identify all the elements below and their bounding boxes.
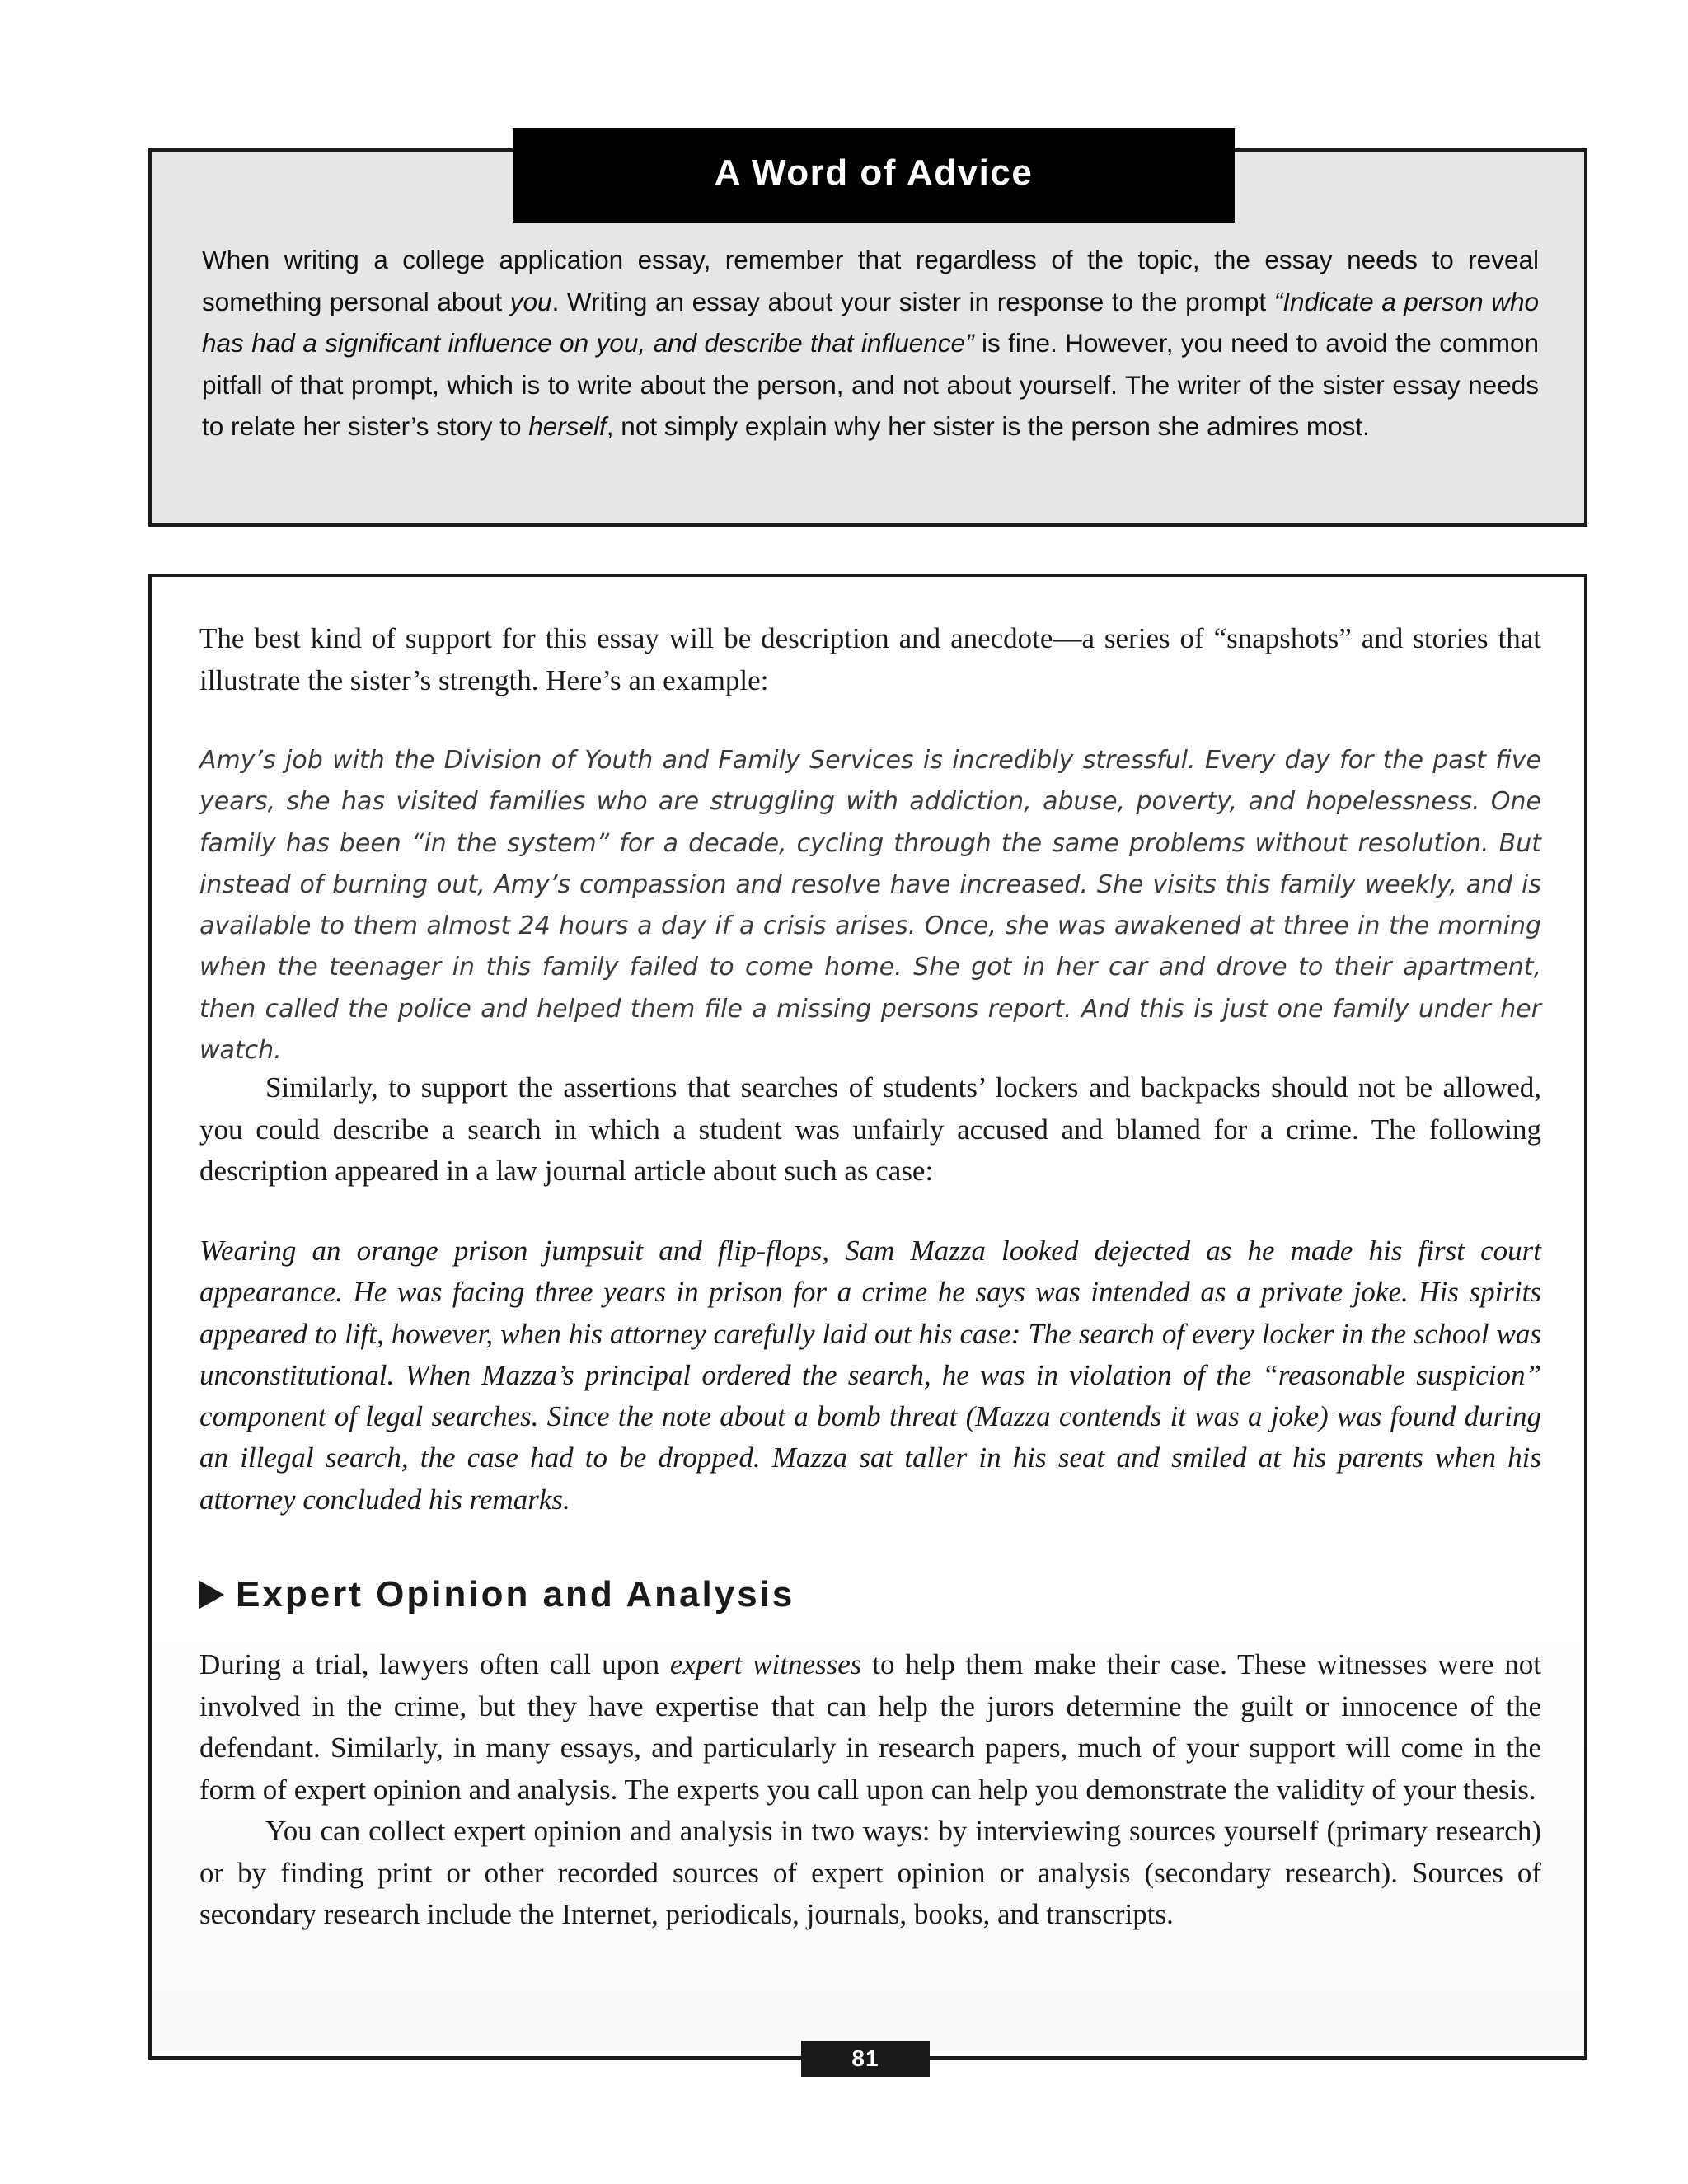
research-methods-paragraph: You can collect expert opinion and analysis in two ways: by interviewing sources yourself (primary research) or by finding print or other recorded sources of expert opinion or analysis (secondary research). Sources of secondary research include the Internet, periodicals, journals, books, and transcripts. xyxy=(199,1815,1541,1930)
advice-text-part: . Writing an essay about your sister in response to the prompt xyxy=(551,286,1274,316)
advice-emphasis-herself: herself xyxy=(528,411,607,441)
advice-emphasis-you: you xyxy=(509,286,552,316)
intro-paragraph: The best kind of support for this essay will be description and anecdote—a series of “snapshots” and stories that illustrate the sister’s strength. Here’s an example: xyxy=(199,622,1541,696)
sister-example-paragraph: Amy’s job with the Division of Youth and Family Services is incredibly stressful. Every day for the past five years, she has visited families who are struggling with addiction, abuse, poverty, and hopelessness. One family has been “in the system” for a decade, cycling through the same problems without resolution. But instead of burning out, Amy’s compassion and resolve have increased. She visits this family weekly, and is available to them almost 24 hours a day if a crisis arises. Once, she was awakened at three in the morning when the teenager in this family failed to come home. She got in her car and drove to their apartment, then called the police and helped them file a missing persons report. And this is just one family under her watch. xyxy=(199,746,1541,1066)
section-title: Expert Opinion and Analysis xyxy=(236,1574,795,1615)
page-number: 81 xyxy=(801,2041,930,2077)
advice-title: A Word of Advice xyxy=(513,128,1235,223)
advice-text-part: is fine. However, you need to avoid the common pitfall of that prompt, which is to write about the person, and not about yourself. The writer of the sister essay needs to relate her sister’s story to xyxy=(202,328,1539,441)
locker-search-paragraph: Similarly, to support the assertions that searches of students’ lockers and backpacks should not be allowed, you could describe a search in which a student was unfairly accused and blamed for a crime. The following description appeared in a law journal article about such as case: xyxy=(199,1071,1541,1187)
advice-text xyxy=(202,239,1539,448)
law-journal-quote: Wearing an orange prison jumpsuit and flip-flops, Sam Mazza looked dejected as he made his first court appearance. He was facing three years in prison for a crime he says was intended as a private joke. His spirits appeared to lift, however, when his attorney carefully laid out his case: The search of every locker in the school was unconstitutional. When Mazza’s principal ordered the search, he was in violation of the “reasonable suspicion” component of legal searches. Since the note about a bomb threat (Mazza contends it was a joke) was found during an illegal search, the case had to be dropped. Mazza sat taller in his seat and smiled at his parents when his attorney concluded his remarks. xyxy=(199,1235,1541,1516)
expert-witness-text: During a trial, lawyers often call upon xyxy=(199,1648,670,1680)
expert-witness-text: to help them make their case. These witnesses were not involved in the crime, but they have expertise that can help the jurors determine the guilt or innocence of the defendant. Similarly, in many essays, and particularly in research papers, much of your support will come in the form of expert opinion and analysis. The experts you call upon can help you demonstrate the validity of your thesis. xyxy=(199,1648,1541,1806)
expert-witness-paragraph xyxy=(199,1644,1541,1811)
advice-text-part: , not simply explain why her sister is the person she admires most. xyxy=(606,411,1370,441)
section-heading xyxy=(199,1570,795,1619)
expert-witnesses-term: expert witnesses xyxy=(669,1648,862,1680)
advice-text-part: When writing a college application essay, remember that regardless of the topic, the essay needs to reveal something personal about xyxy=(202,245,1539,316)
advice-prompt-quote: “Indicate a person who has had a significant influence on you, and describe that influence” xyxy=(202,286,1539,358)
triangle-bullet-icon xyxy=(199,1581,224,1609)
